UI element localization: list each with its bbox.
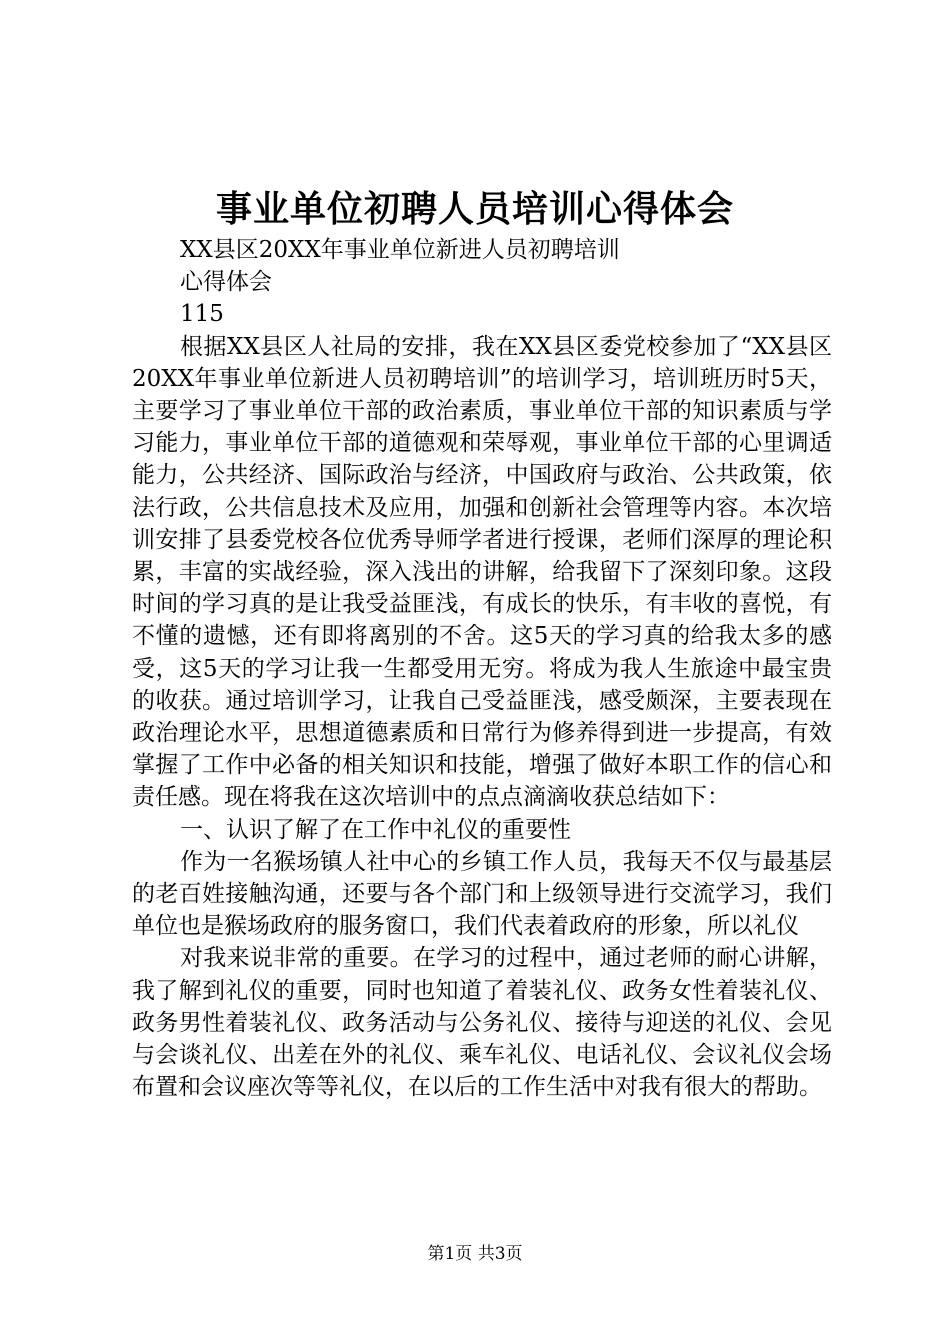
page-footer: 第1页 共3页 (427, 1244, 523, 1264)
subtitle-line-1: XX县区20XX年事业单位新进人员初聘培训 (180, 237, 620, 263)
paragraph-etiquette: 对我来说非常的重要。在学习的过程中，通过老师的耐心讲解，我了解到礼仪的重要，同时也知道了着装礼仪、政务女性着装礼仪、政务男性着装礼仪、政务活动与公务礼仪、接待与迎送的礼仪、会见与会谈礼仪、出差在外的礼仪、乘车礼仪、电话礼仪、会议礼仪会场布置和会议座次等等礼仪，在以后的工作生活中对我有很大的帮助。 (132, 945, 832, 1101)
paragraph-role: 作为一名猴场镇人社中心的乡镇工作人员，我每天不仅与最基层的老百姓接触沟通，还要与各个部门和上级领导进行交流学习，我们单位也是猴场政府的服务窗口，我们代表着政府的形象，所以礼仪 (132, 848, 832, 940)
subtitle-line-2: 心得体会 (180, 269, 272, 296)
document-title: 事业单位初聘人员培训心得体会 (215, 188, 734, 230)
document-number: 115 (180, 301, 224, 328)
paragraph-intro: 根据XX县区人社局的安排，我在XX县区委党校参加了“XX县区20XX年事业单位新进人员初聘培训”的培训学习，培训班历时5天，主要学习了事业单位干部的政治素质，事业单位干部的知识素质与学习能力，事业单位干部的道德观和荣辱观，事业单位干部的心里调适能力，公共经济、国际政治与经济，中国政府与政治、公共政策，依法行政，公共信息技术及应用，加强和创新社会管理等内容。本次培训安排了县委党校各位优秀导师学者进行授课，老师们深厚的理论积累，丰富的实战经验，深入浅出的讲解，给我留下了深刻印象。这段时间的学习真的是让我受益匪浅，有成长的快乐，有丰收的喜悦，有不懂的遗憾，还有即将离别的不舍。这5天的学习真的给我太多的感受，这5天的学习让我一生都受用无穷。将成为我人生旅途中最宝贵的收获。通过培训学习，让我自己受益匪浅，感受颇深，主要表现在政治理论水平，思想道德素质和日常行为修养得到进一步提高，有效掌握了工作中必备的相关知识和技能，增强了做好本职工作的信心和责任感。现在将我在这次培训中的点点滴滴收获总结如下： (132, 333, 832, 811)
document-body (132, 234, 832, 1103)
section-heading-1: 一、认识了解了在工作中礼仪的重要性 (180, 816, 571, 843)
